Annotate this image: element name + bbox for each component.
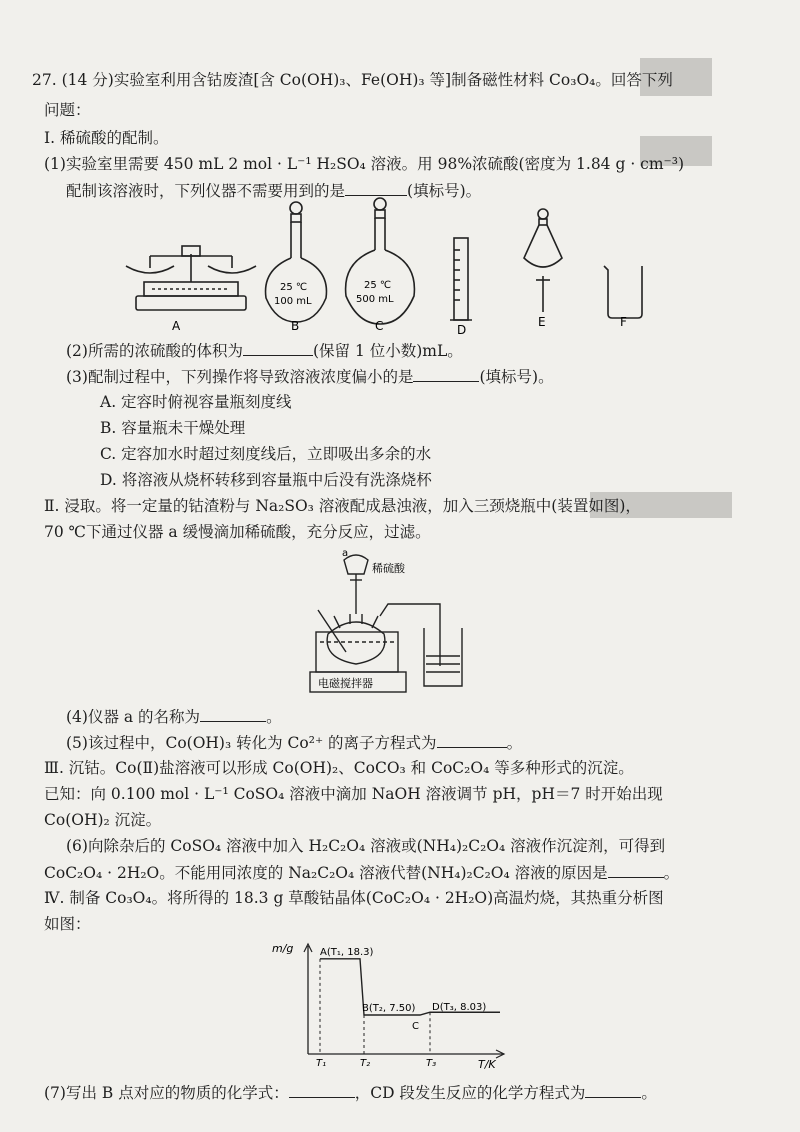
part4-line1: Ⅳ. 制备 Co₃O₄。将所得的 18.3 g 草酸钴晶体(CoC₂O₄ · 2H₂O)高温灼烧，其热重分析图 xyxy=(44,889,664,907)
q7-line xyxy=(44,1082,657,1103)
label-E: E xyxy=(538,315,546,329)
part3-line1: Ⅲ. 沉钴。Co(Ⅱ)盐溶液可以形成 Co(OH)₂、CoCO₃ 和 CoC₂O₄ 等多种形式的沉淀。 xyxy=(44,759,634,777)
q7-mid: ，CD 段发生反应的化学方程式为 xyxy=(354,1084,586,1102)
answer-blank-q6[interactable] xyxy=(608,862,664,878)
answer-blank-q7-equation[interactable] xyxy=(585,1082,641,1098)
label-C: C xyxy=(375,319,384,333)
flask-b-volume: 100 mL xyxy=(274,296,312,307)
label-A: A xyxy=(172,319,181,333)
instruments-figure xyxy=(110,196,670,336)
three-neck-flask-icon xyxy=(318,604,440,666)
point-label-a: A(T₁, 18.3) xyxy=(320,946,374,958)
separatory-funnel-icon xyxy=(524,209,562,312)
label-D: D xyxy=(457,323,467,336)
q3-suffix: (填标号)。 xyxy=(479,368,554,386)
answer-blank-q1[interactable] xyxy=(345,180,407,196)
q4-suffix: 。 xyxy=(266,708,282,726)
apparatus-figure xyxy=(300,546,480,696)
x-tick-t3: T₃ xyxy=(426,1058,437,1069)
stirrer-label: 电磁搅拌器 xyxy=(318,677,373,690)
thermogravimetric-chart xyxy=(268,938,518,1070)
q1-suffix: (填标号)。 xyxy=(407,182,482,200)
point-label-d: D(T₃, 8.03) xyxy=(432,1002,487,1014)
question-header: 27. (14 分)实验室利用含钴废渣[含 Co(OH)₃、Fe(OH)₃ 等]制备磁性材料 Co₃O₄。回答下列 xyxy=(32,71,673,89)
graduated-cylinder-icon xyxy=(450,238,472,320)
point-label-c: C xyxy=(412,1021,419,1032)
x-tick-t2: T₂ xyxy=(360,1058,371,1069)
q1-line1: (1)实验室里需要 450 mL 2 mol · L⁻¹ H₂SO₄ 溶液。用 98%浓硫酸(密度为 1.84 g · cm⁻³) xyxy=(44,155,684,173)
x-axis-label: T/K xyxy=(478,1058,496,1070)
dropping-funnel-icon xyxy=(344,555,368,614)
label-F: F xyxy=(620,315,627,329)
q3-option-c: C. 定容加水时超过刻度线后，立即吸出多余的水 xyxy=(100,445,432,463)
part3-line2: 已知：向 0.100 mol · L⁻¹ CoSO₄ 溶液中滴加 NaOH 溶液调节 pH，pH＝7 时开始出现 xyxy=(44,785,663,803)
q5-line xyxy=(66,732,522,753)
q2-suffix: (保留 1 位小数)mL。 xyxy=(312,342,463,360)
flask-c-volume: 500 mL xyxy=(356,294,394,305)
x-tick-t1: T₁ xyxy=(316,1058,327,1069)
q7-suffix: 。 xyxy=(641,1084,657,1102)
part2-line2: 70 ℃下通过仪器 a 缓慢滴加稀硫酸，充分反应，过滤。 xyxy=(44,523,431,541)
q6-text: CoC₂O₄ · 2H₂O。不能用同浓度的 Na₂C₂O₄ 溶液代替(NH₄)₂C₂O₄ 溶液的原因是 xyxy=(44,864,608,882)
water-bath-icon xyxy=(316,632,398,672)
answer-blank-q3[interactable] xyxy=(413,366,479,382)
flask-c-temp: 25 ℃ xyxy=(364,280,392,291)
q3-option-a: A. 定容时俯视容量瓶刻度线 xyxy=(100,393,292,411)
part4-line2: 如图： xyxy=(44,915,91,933)
dilute-acid-label: 稀硫酸 xyxy=(372,562,405,575)
q5-suffix: 。 xyxy=(506,734,523,752)
answer-blank-q7-formula[interactable] xyxy=(289,1082,355,1098)
q3-option-d: D. 将溶液从烧杯转移到容量瓶中后没有洗涤烧杯 xyxy=(100,471,432,489)
receiving-beaker-icon xyxy=(424,628,462,686)
label-B: B xyxy=(291,319,300,333)
q3-option-b: B. 容量瓶未干燥处理 xyxy=(100,419,246,437)
q3-line xyxy=(66,366,554,387)
q4-text: (4)仪器 a 的名称为 xyxy=(66,708,201,726)
part3-line3: Co(OH)₂ 沉淀。 xyxy=(44,811,162,829)
answer-blank-q4[interactable] xyxy=(200,706,266,722)
volumetric-flask-500-icon xyxy=(346,198,415,324)
q7-text: (7)写出 B 点对应的物质的化学式： xyxy=(44,1084,289,1102)
question-header-cont: 问题： xyxy=(44,101,91,119)
q5-text: (5)该过程中，Co(OH)₃ 转化为 Co²⁺ 的离子方程式为 xyxy=(66,734,437,752)
q2-line xyxy=(66,340,463,361)
q3-text: (3)配制过程中，下列操作将导致溶液浓度偏小的是 xyxy=(66,368,414,386)
q1-text: 配制该溶液时，下列仪器不需要用到的是 xyxy=(66,182,346,200)
q2-text: (2)所需的浓硫酸的体积为 xyxy=(66,342,243,360)
beaker-icon xyxy=(604,266,642,318)
y-axis-label: m/g xyxy=(272,942,294,955)
q4-line xyxy=(66,706,282,727)
flask-b-temp: 25 ℃ xyxy=(280,282,308,293)
funnel-label-a: a xyxy=(342,548,349,559)
part1-title: Ⅰ. 稀硫酸的配制。 xyxy=(44,129,169,147)
part2-line1: Ⅱ. 浸取。将一定量的钴渣粉与 Na₂SO₃ 溶液配成悬浊液，加入三颈烧瓶中(装置如图)， xyxy=(44,497,641,515)
q6-line1: (6)向除杂后的 CoSO₄ 溶液中加入 H₂C₂O₄ 溶液或(NH₄)₂C₂O₄ 溶液作沉淀剂，可得到 xyxy=(66,837,666,855)
answer-blank-q5[interactable] xyxy=(437,732,507,748)
point-label-b: B(T₂, 7.50) xyxy=(362,1003,416,1014)
q6-suffix: 。 xyxy=(663,864,680,882)
balance-icon xyxy=(126,246,256,310)
q6-line2 xyxy=(44,862,679,883)
answer-blank-q2[interactable] xyxy=(243,340,313,356)
